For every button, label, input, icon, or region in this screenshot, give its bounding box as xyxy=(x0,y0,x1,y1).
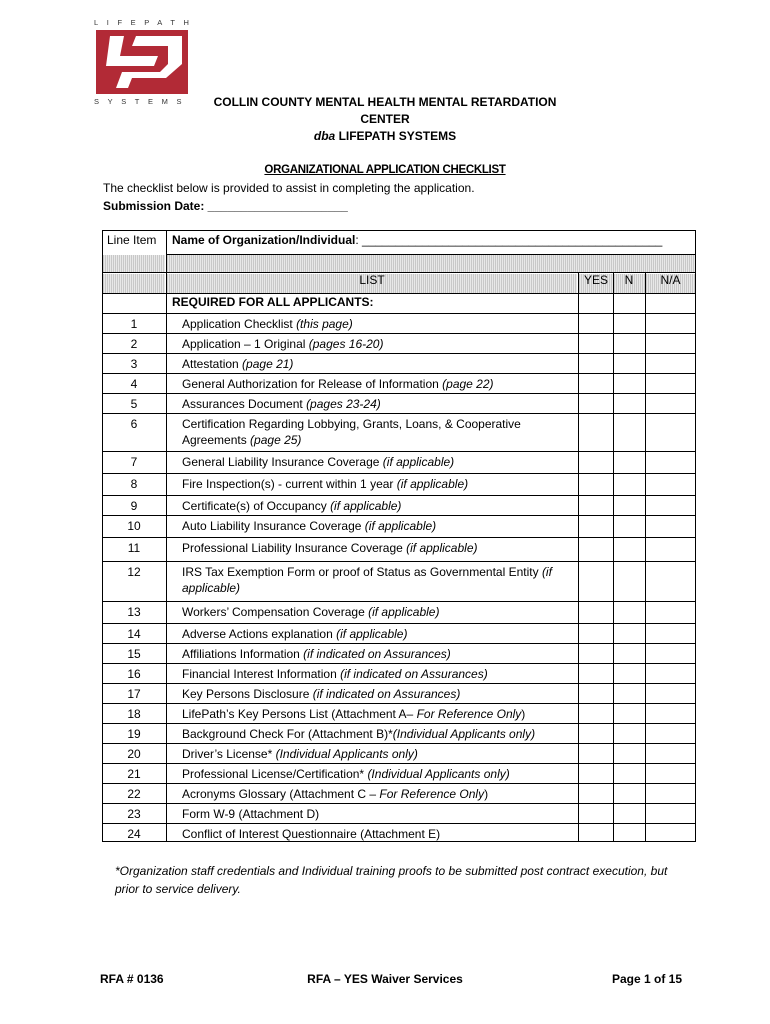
line-item-text: Financial Interest Information (if indicated on Assurances) xyxy=(182,667,488,681)
na-column-header: N/A xyxy=(660,273,681,287)
logo-top-text: LIFEPATH xyxy=(94,18,198,27)
line-item-text: Form W-9 (Attachment D) xyxy=(182,807,320,821)
n-checkbox[interactable] xyxy=(614,704,645,723)
yes-checkbox[interactable] xyxy=(579,314,613,333)
n-column-header: N xyxy=(624,273,634,287)
yes-checkbox[interactable] xyxy=(579,624,613,643)
yes-checkbox[interactable] xyxy=(579,496,613,515)
yes-checkbox[interactable] xyxy=(579,744,613,763)
shaded-cell xyxy=(103,274,165,293)
line-item-text: General Authorization for Release of Information (page 22) xyxy=(182,377,494,391)
line-item-text: Acronyms Glossary (Attachment C – For Reference Only) xyxy=(182,787,489,801)
line-item-text: LifePath’s Key Persons List (Attachment A– For Reference Only) xyxy=(182,707,526,721)
line-item-number: 8 xyxy=(130,477,138,491)
line-item-number: 7 xyxy=(130,455,138,469)
yes-checkbox[interactable] xyxy=(579,516,613,537)
n-checkbox[interactable] xyxy=(614,474,645,495)
line-item-number: 21 xyxy=(127,767,141,781)
na-checkbox[interactable] xyxy=(646,374,695,393)
na-checkbox[interactable] xyxy=(646,354,695,373)
line-item-number: 2 xyxy=(130,337,138,351)
line-item-number: 13 xyxy=(127,605,141,619)
list-column-header: LIST xyxy=(359,273,385,287)
line-item-number: 3 xyxy=(130,357,138,371)
yes-checkbox[interactable] xyxy=(579,414,613,451)
n-checkbox[interactable] xyxy=(614,724,645,743)
n-checkbox[interactable] xyxy=(614,684,645,703)
submission-date-field[interactable]: Submission Date: _____________________ xyxy=(103,199,348,213)
line-item-text: Affiliations Information (if indicated on Assurances) xyxy=(182,647,451,661)
footer-page-number: Page 1 of 15 xyxy=(611,972,682,986)
footer-title: RFA – YES Waiver Services xyxy=(307,972,463,986)
yes-checkbox[interactable] xyxy=(579,644,613,663)
line-item-text: Background Check For (Attachment B)*(Individual Applicants only) xyxy=(182,727,536,741)
line-item-text: Conflict of Interest Questionnaire (Attachment E) xyxy=(182,827,441,841)
na-checkbox[interactable] xyxy=(646,804,695,823)
line-item-text: Key Persons Disclosure (if indicated on Assurances) xyxy=(182,687,461,701)
line-item-text: Adverse Actions explanation (if applicable) xyxy=(182,627,408,641)
na-checkbox[interactable] xyxy=(646,562,695,601)
yes-checkbox[interactable] xyxy=(579,602,613,623)
line-item-text: Workers’ Compensation Coverage (if applicable) xyxy=(182,605,440,619)
na-checkbox[interactable] xyxy=(646,704,695,723)
yes-checkbox[interactable] xyxy=(579,764,613,783)
org-name-line1: COLLIN COUNTY MENTAL HEALTH MENTAL RETARDATION xyxy=(213,95,557,109)
n-checkbox[interactable] xyxy=(614,744,645,763)
line-item-number: 23 xyxy=(127,807,141,821)
n-checkbox[interactable] xyxy=(614,496,645,515)
na-checkbox[interactable] xyxy=(646,624,695,643)
row-divider xyxy=(166,254,696,255)
n-checkbox[interactable] xyxy=(614,602,645,623)
shaded-cell xyxy=(103,255,165,272)
required-heading: REQUIRED FOR ALL APPLICANTS: xyxy=(172,295,374,309)
line-item-text: Fire Inspection(s) - current within 1 year (if applicable) xyxy=(182,477,469,491)
yes-column-header: YES xyxy=(583,273,608,287)
line-item-number: 9 xyxy=(130,499,138,513)
n-checkbox[interactable] xyxy=(614,516,645,537)
na-checkbox[interactable] xyxy=(646,516,695,537)
line-item-text: Auto Liability Insurance Coverage (if applicable) xyxy=(182,519,437,533)
na-checkbox[interactable] xyxy=(646,452,695,473)
line-item-number: 5 xyxy=(130,397,138,411)
line-item-number: 16 xyxy=(127,667,141,681)
na-checkbox[interactable] xyxy=(646,602,695,623)
line-item-number: 10 xyxy=(127,519,141,533)
na-checkbox[interactable] xyxy=(646,724,695,743)
yes-checkbox[interactable] xyxy=(579,354,613,373)
line-item-number: 12 xyxy=(127,565,141,579)
line-item-number: 14 xyxy=(127,627,141,641)
dba-label: dba xyxy=(313,129,336,143)
line-item-text: Application – 1 Original (pages 16-20) xyxy=(182,337,384,351)
line-item-number: 19 xyxy=(127,727,141,741)
line-item-number: 1 xyxy=(130,317,138,331)
na-checkbox[interactable] xyxy=(646,824,695,842)
n-checkbox[interactable] xyxy=(614,414,645,451)
yes-checkbox[interactable] xyxy=(579,394,613,413)
line-item-number: 17 xyxy=(127,687,141,701)
n-checkbox[interactable] xyxy=(614,664,645,683)
na-checkbox[interactable] xyxy=(646,744,695,763)
org-name-label: Name of Organization/Individual xyxy=(172,233,356,247)
yes-checkbox[interactable] xyxy=(579,474,613,495)
yes-checkbox[interactable] xyxy=(579,334,613,353)
na-checkbox[interactable] xyxy=(646,764,695,783)
line-item-number: 20 xyxy=(127,747,141,761)
line-item-text: Certification Regarding Lobbying, Grants, Loans, & Cooperative Agreements (page 25) xyxy=(182,417,521,447)
checklist-title: ORGANIZATIONAL APPLICATION CHECKLIST xyxy=(264,164,506,176)
line-item-header: Line Item xyxy=(107,233,157,247)
line-item-number: 24 xyxy=(127,827,141,841)
yes-checkbox[interactable] xyxy=(579,562,613,601)
n-checkbox[interactable] xyxy=(614,624,645,643)
yes-checkbox[interactable] xyxy=(579,824,613,842)
line-item-number: 22 xyxy=(127,787,141,801)
line-item-number: 15 xyxy=(127,647,141,661)
line-item-number: 18 xyxy=(127,707,141,721)
column-divider xyxy=(166,230,167,842)
dba-name: LIFEPATH SYSTEMS xyxy=(338,129,457,143)
na-checkbox[interactable] xyxy=(646,684,695,703)
na-checkbox[interactable] xyxy=(646,496,695,515)
yes-checkbox[interactable] xyxy=(579,664,613,683)
yes-checkbox[interactable] xyxy=(579,538,613,561)
n-checkbox[interactable] xyxy=(614,334,645,353)
yes-checkbox[interactable] xyxy=(579,724,613,743)
line-item-text: Certificate(s) of Occupancy (if applicable) xyxy=(182,499,402,513)
n-checkbox[interactable] xyxy=(614,314,645,333)
n-checkbox[interactable] xyxy=(614,804,645,823)
line-item-text: Driver’s License* (Individual Applicants only) xyxy=(182,747,418,761)
na-checkbox[interactable] xyxy=(646,644,695,663)
yes-checkbox[interactable] xyxy=(579,804,613,823)
line-item-number: 4 xyxy=(130,377,138,391)
na-checkbox[interactable] xyxy=(646,394,695,413)
org-name-line2: CENTER xyxy=(360,112,410,126)
shaded-cell xyxy=(167,255,695,272)
line-item-text: Application Checklist (this page) xyxy=(182,317,353,331)
lifepath-logo xyxy=(94,18,198,106)
line-item-text: General Liability Insurance Coverage (if applicable) xyxy=(182,455,455,469)
intro-text: The checklist below is provided to assist in completing the application. xyxy=(103,181,475,195)
n-checkbox[interactable] xyxy=(614,764,645,783)
line-item-text: Attestation (page 21) xyxy=(182,357,294,371)
yes-checkbox[interactable] xyxy=(579,684,613,703)
logo-bottom-text: SYSTEMS xyxy=(94,97,191,106)
line-item-number: 6 xyxy=(130,417,138,431)
n-checkbox[interactable] xyxy=(614,354,645,373)
line-item-text: Assurances Document (pages 23-24) xyxy=(182,397,381,411)
n-checkbox[interactable] xyxy=(614,452,645,473)
na-checkbox[interactable] xyxy=(646,314,695,333)
footer-rfa-number: RFA # 0136 xyxy=(100,972,164,986)
yes-checkbox[interactable] xyxy=(579,784,613,803)
yes-checkbox[interactable] xyxy=(579,452,613,473)
n-checkbox[interactable] xyxy=(614,394,645,413)
line-item-text: IRS Tax Exemption Form or proof of Status as Governmental Entity (if applicable) xyxy=(182,565,552,595)
org-dba-line xyxy=(0,129,770,143)
footnote: *Organization staff credentials and Individual training proofs to be submitted post contract execution, but prior to service delivery. xyxy=(115,864,668,896)
yes-checkbox[interactable] xyxy=(579,704,613,723)
yes-checkbox[interactable] xyxy=(579,374,613,393)
org-name-field[interactable] xyxy=(172,233,662,247)
line-item-number: 11 xyxy=(127,541,141,555)
org-name-blank: : _____________________________________________ xyxy=(355,233,663,247)
row-divider xyxy=(102,293,696,294)
na-checkbox[interactable] xyxy=(646,538,695,561)
na-checkbox[interactable] xyxy=(646,664,695,683)
lifepath-logo-mark-icon xyxy=(96,30,188,94)
line-item-text: Professional Liability Insurance Coverage (if applicable) xyxy=(182,541,478,555)
na-checkbox[interactable] xyxy=(646,334,695,353)
na-checkbox[interactable] xyxy=(646,784,695,803)
n-checkbox[interactable] xyxy=(614,644,645,663)
n-checkbox[interactable] xyxy=(614,374,645,393)
n-checkbox[interactable] xyxy=(614,824,645,842)
na-checkbox[interactable] xyxy=(646,474,695,495)
n-checkbox[interactable] xyxy=(614,784,645,803)
na-checkbox[interactable] xyxy=(646,414,695,451)
n-checkbox[interactable] xyxy=(614,562,645,601)
n-checkbox[interactable] xyxy=(614,538,645,561)
line-item-text: Professional License/Certification* (Individual Applicants only) xyxy=(182,767,510,781)
